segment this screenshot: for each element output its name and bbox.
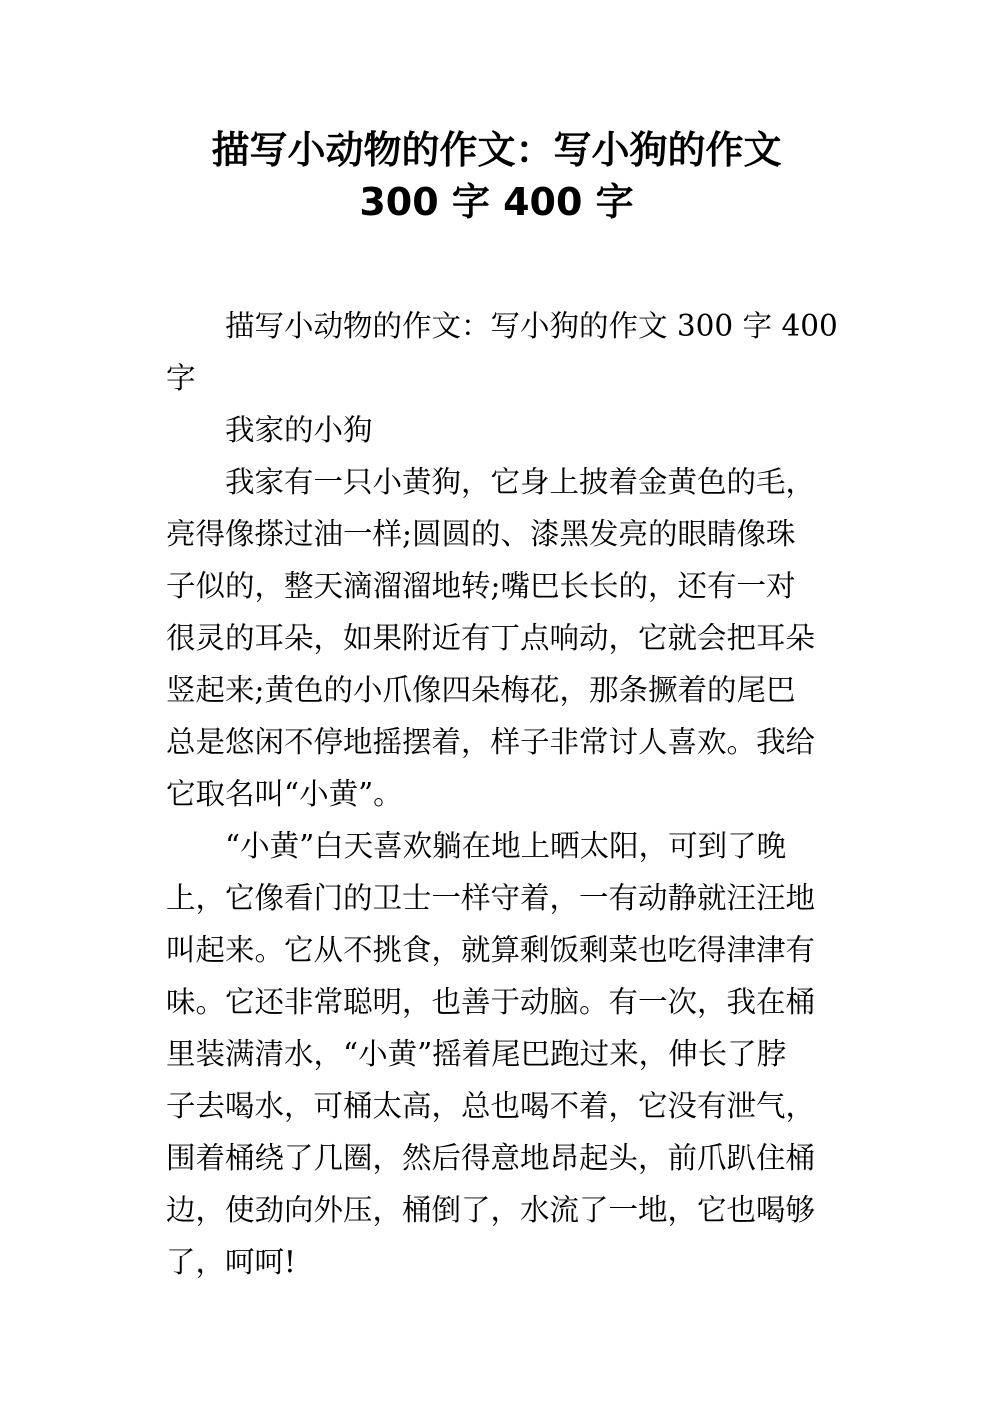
text-line: “小黄”白天喜欢躺在地上晒太阳，可到了晚 [225, 829, 787, 863]
document-title [0, 124, 993, 228]
text-line: 亮得像搽过油一样;圆圆的、漆黑发亮的眼睛像珠 [166, 517, 796, 551]
title-line-1: 描写小动物的作文：写小狗的作文 [211, 128, 782, 172]
text-line: 味。它还非常聪明，也善于动脑。有一次，我在桶 [166, 985, 816, 1019]
text-line: 很灵的耳朵，如果附近有丁点响动，它就会把耳朵 [166, 621, 816, 655]
text-line: 了，呵呵! [166, 1245, 296, 1279]
text-line: 我家有一只小黄狗，它身上披着金黄色的毛， [225, 465, 816, 499]
document-body [166, 300, 836, 1288]
text-line: 子去喝水，可桶太高，总也喝不着，它没有泄气， [166, 1089, 816, 1123]
paragraph-1 [166, 456, 836, 820]
text-line: 它取名叫“小黄”。 [166, 777, 403, 811]
text-line: 竖起来;黄色的小爪像四朵梅花，那条撅着的尾巴 [166, 673, 796, 707]
paragraph-2 [166, 820, 836, 1288]
text-line: 我家的小狗 [225, 413, 373, 447]
text-line: 子似的，整天滴溜溜地转;嘴巴长长的，还有一对 [166, 569, 796, 603]
text-line: 描写小动物的作文：写小狗的作文 300 字 400 [225, 309, 838, 343]
text-line: 围着桶绕了几圈，然后得意地昂起头，前爪趴住桶 [166, 1141, 816, 1175]
text-line: 上，它像看门的卫士一样守着，一有动静就汪汪地 [166, 881, 816, 915]
text-line: 总是悠闲不停地摇摆着，样子非常讨人喜欢。我给 [166, 725, 816, 759]
intro-heading-paragraph [166, 300, 836, 404]
title-line-2: 300 字 400 字 [359, 180, 634, 224]
text-line: 里装满清水，“小黄”摇着尾巴跑过来，伸长了脖 [166, 1037, 787, 1071]
subtitle-paragraph [166, 404, 836, 456]
text-line: 字 [166, 361, 196, 395]
text-line: 边，使劲向外压，桶倒了，水流了一地，它也喝够 [166, 1193, 816, 1227]
text-line: 叫起来。它从不挑食，就算剩饭剩菜也吃得津津有 [166, 933, 816, 967]
